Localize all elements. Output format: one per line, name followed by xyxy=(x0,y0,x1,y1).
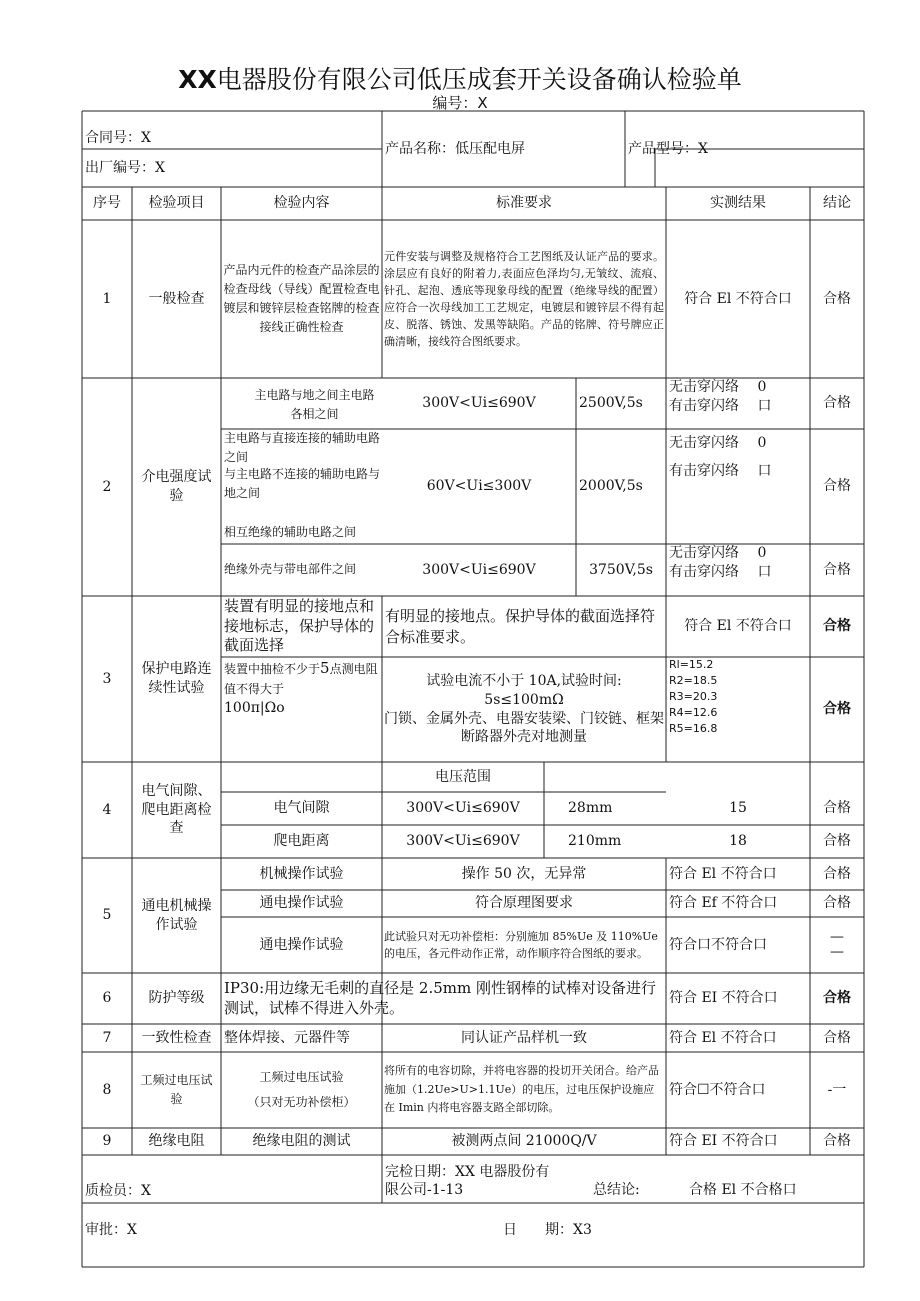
col-header-result: 实测结果 xyxy=(710,195,766,212)
row4-sub2-name: 爬电距离 xyxy=(273,833,330,850)
row2-no: 2 xyxy=(102,478,112,495)
row2-sub1-content: 主电路与地之间主电路各相之间 xyxy=(254,387,375,421)
document-title: XX电器股份有限公司低压成套开关设备确认检验单 xyxy=(178,65,742,94)
row4-header-voltage-range: 电压范围 xyxy=(435,768,491,785)
row2-sub1-conclusion: 合格 xyxy=(823,395,851,412)
row2-sub3-content: 绝缘外壳与带电部件之间 xyxy=(224,562,357,577)
row5-sub2-conclusion: 合格 xyxy=(823,895,851,912)
row1-result: 符合 El 不符合口 xyxy=(684,290,792,307)
row5-sub1-standard: 操作 50 次，无异常 xyxy=(461,865,587,882)
resistance-r2: R2=18.5 xyxy=(669,673,718,687)
row2-sub2-value: 2000V,5s xyxy=(579,478,643,495)
row4-sub1-name: 电气间隙 xyxy=(273,800,330,817)
row7-content: 整体焊接、元器件等 xyxy=(224,1029,350,1046)
row2-sub3-result: 无击穿闪络 0 有击穿闪络 口 xyxy=(669,545,772,580)
col-header-conclusion: 结论 xyxy=(823,195,851,212)
row9-item: 绝缘电阻 xyxy=(148,1133,205,1150)
row3-sub1-result: 符合 El 不符合口 xyxy=(684,618,792,635)
row2-sub3-range: 300V<Ui≤690V xyxy=(422,561,536,578)
col-header-no: 序号 xyxy=(93,195,121,212)
row2-sub2-content-c: 相互绝缘的辅助电路之间 xyxy=(224,525,357,540)
row8-item: 工频过电压试验 xyxy=(140,1072,213,1106)
approval-date: 日 期：X3 xyxy=(503,1221,592,1238)
row1-content: 产品内元件的检查产品涂层的检查母线（导线）配置检查电镀层和镀锌层检查铭牌的检查 接线正确性检查 xyxy=(223,262,380,335)
col-header-standard: 标准要求 xyxy=(496,195,552,212)
row4-no: 4 xyxy=(102,801,112,818)
row3-sub2-standard: 试验电流不小于 10A,试验时间: 5s≤100mΩ 门锁、金属外壳、电器安装梁、门铰链、框架断路器外壳对地测量 xyxy=(384,672,664,746)
row6-conclusion: 合格 xyxy=(823,990,851,1007)
row2-sub2-conclusion: 合格 xyxy=(823,478,851,495)
row2-sub1-range: 300V<Ui≤690V xyxy=(422,395,536,412)
overall-conclusion-value: 合格 El 不合格口 xyxy=(689,1181,797,1198)
row3-sub2-conclusion: 合格 xyxy=(823,701,851,718)
factory-number: 出厂编号：X xyxy=(85,159,165,176)
row2-sub2-range: 60V<Ui≤300V xyxy=(426,478,532,495)
row5-sub1-result: 符合 El 不符合口 xyxy=(669,865,777,882)
approver: 审批：X xyxy=(85,1221,137,1238)
row4-sub1-spec: 28mm xyxy=(568,800,613,817)
row2-sub1-result: 无击穿闪络 0 有击穿闪络 口 xyxy=(669,379,772,414)
document-serial: 编号：X xyxy=(432,94,488,112)
row6-item: 防护等级 xyxy=(148,990,205,1007)
row9-standard: 被测两点间 21000Q/V xyxy=(451,1133,597,1150)
row4-sub2-conclusion: 合格 xyxy=(823,833,851,850)
row9-content: 绝缘电阻的测试 xyxy=(252,1133,351,1150)
row6-no: 6 xyxy=(102,990,112,1007)
row8-result: 符合☐不符合口 xyxy=(669,1081,766,1098)
contract-number: 合同号：X xyxy=(85,129,151,146)
inspector: 质检员：X xyxy=(85,1182,151,1199)
row2-sub2-result: 无击穿闪络 0 有击穿闪络 口 xyxy=(669,435,772,479)
row2-sub3-conclusion: 合格 xyxy=(823,561,851,578)
row1-conclusion: 合格 xyxy=(823,290,851,307)
product-name: 产品名称：低压配电屏 xyxy=(385,140,525,157)
resistance-r4: R4=12.6 xyxy=(669,705,718,719)
overall-conclusion-label: 总结论: xyxy=(593,1181,640,1198)
row5-sub1-content: 机械操作试验 xyxy=(259,865,344,882)
row6-standard: IP30:用边缘无毛刺的直径是 2.5mm 刚性钢棒的试棒对设备进行测试，试棒不得进入外壳。 xyxy=(224,979,656,1017)
row5-sub1-conclusion: 合格 xyxy=(823,865,851,882)
row5-sub2-content: 通电操作试验 xyxy=(259,895,344,912)
product-model: 产品型号：X xyxy=(628,140,708,157)
row3-item: 保护电路连续性试验 xyxy=(141,661,212,696)
row5-sub3-standard: 此试验只对无功补偿柜：分别施加 85%Ue 及 110%Ue 的电压，各元件动作正常，动作顺序符合图纸的要求。 xyxy=(384,929,658,960)
row7-conclusion: 合格 xyxy=(823,1029,851,1046)
row4-sub1-measured: 15 xyxy=(729,800,747,817)
resistance-r3: R3=20.3 xyxy=(669,689,718,703)
row4-sub2-spec: 210mm xyxy=(568,833,622,850)
row5-no: 5 xyxy=(102,907,112,924)
resistance-r1: Rl=15.2 xyxy=(669,658,714,671)
row9-result: 符合 EI 不符合口 xyxy=(669,1133,778,1150)
row8-conclusion: -一 xyxy=(827,1081,847,1098)
row3-no: 3 xyxy=(102,670,112,687)
row2-sub2-content-b: 与主电路不连接的辅助电路与地之间 xyxy=(224,466,381,500)
row3-sub1-conclusion: 合格 xyxy=(823,618,851,635)
row7-standard: 同认证产品样机一致 xyxy=(461,1029,587,1046)
row8-content: 工频过电压试验 （只对无功补偿柜） xyxy=(247,1069,356,1109)
row3-sub2-results xyxy=(666,657,810,762)
row9-conclusion: 合格 xyxy=(823,1133,851,1150)
row2-sub3-value: 3750V,5s xyxy=(589,561,653,578)
row4-sub1-range: 300V<Ui≤690V xyxy=(406,800,520,817)
finish-date-line1: 完检日期：XX 电器股份有 xyxy=(385,1163,550,1180)
finish-date-line2: 限公司-1-13 xyxy=(385,1181,464,1198)
row4-item: 电气间隙、爬电距离检查 xyxy=(141,782,212,837)
row4-sub1-conclusion: 合格 xyxy=(823,800,851,817)
row7-no: 7 xyxy=(102,1029,112,1046)
row1-standard: 元件安装与调整及规格符合工艺图纸及认证产品的要求。涂层应有良好的附着力,表面应色泽均匀,无皱纹、流痕、针孔、起泡、透底等现象母线的配置（绝缘导线的配置）应符合一次母线加工工艺规定，电镀层和镀锌层不得有起皮、脱落、锈蚀、发黑等缺陷。产品的铭牌、符号牌应正确清晰，接线符合图纸要求。 xyxy=(384,249,664,349)
row1-item: 一般检查 xyxy=(148,290,205,307)
row3-sub1-content: 装置有明显的接地点和接地标志，保护导体的截面选择 xyxy=(224,597,375,655)
row5-sub2-standard: 符合原理图要求 xyxy=(475,895,573,912)
row3-sub2-content: 装置中抽检不少于5点测电阻值不得大于 100π|Ωo xyxy=(224,659,378,716)
col-header-content: 检验内容 xyxy=(273,195,330,212)
row2-sub1-value: 2500V,5s xyxy=(579,395,643,412)
row4-sub2-measured: 18 xyxy=(729,833,747,850)
resistance-r5: R5=16.8 xyxy=(669,721,718,735)
row1-no: 1 xyxy=(102,290,112,307)
row5-sub2-result: 符合 Ef 不符合口 xyxy=(669,895,778,912)
row4-sub2-range: 300V<Ui≤690V xyxy=(406,833,520,850)
row5-sub3-content: 通电操作试验 xyxy=(259,936,344,953)
row2-sub2-content-a: 主电路与直接连接的辅助电路之间 xyxy=(224,430,381,464)
row7-item: 一致性检查 xyxy=(141,1029,212,1046)
row5-sub3-result: 符合口不符合口 xyxy=(669,936,767,953)
row7-result: 符合 El 不符合口 xyxy=(669,1029,777,1046)
row5-sub3-conclusion: — — xyxy=(830,928,844,960)
row3-sub1-standard: 有明显的接地点。保护导体的截面选择符合标准要求。 xyxy=(385,607,656,646)
row2-item: 介电强度试验 xyxy=(141,469,212,504)
row8-standard: 将所有的电容切除，并将电容器的投切开关闭合。给产品施加（1.2Ue>U>1.1Ue）的电压，过电压保护设施应在 Imin 内将电容器支路全部切除。 xyxy=(384,1063,659,1115)
col-header-item: 检验项目 xyxy=(148,195,205,212)
row9-no: 9 xyxy=(102,1133,112,1150)
row8-no: 8 xyxy=(102,1081,112,1098)
row5-item: 通电机械操作试验 xyxy=(141,897,212,933)
row6-result: 符合 EI 不符合口 xyxy=(669,990,778,1007)
